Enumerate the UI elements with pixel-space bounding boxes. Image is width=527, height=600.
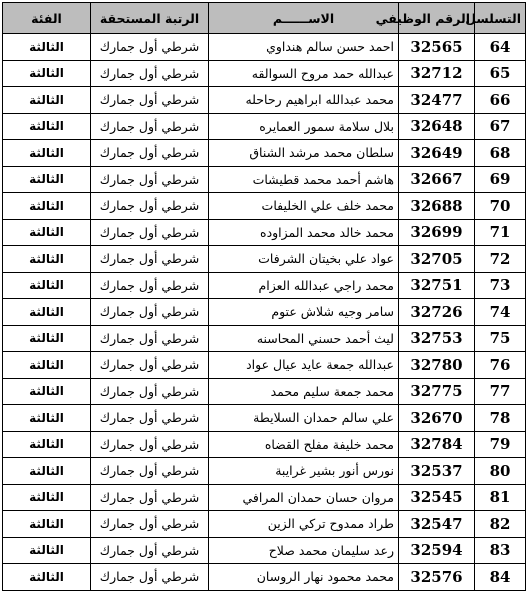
cell-rank: شرطي أول جمارك xyxy=(91,113,209,140)
cell-number: 32784 xyxy=(399,431,475,458)
table-row xyxy=(3,458,526,485)
cell-rank: شرطي أول جمارك xyxy=(91,219,209,246)
cell-name: طراد ممدوح تركي الزين xyxy=(209,511,399,538)
table-row xyxy=(3,352,526,379)
cell-rank: شرطي أول جمارك xyxy=(91,299,209,326)
cell-category: الثالثة xyxy=(3,34,91,61)
table-row xyxy=(3,405,526,432)
table-body xyxy=(3,34,526,591)
cell-name: سامر وجيه شلاش عتوم xyxy=(209,299,399,326)
cell-name: مروان حسان حمدان المرافي xyxy=(209,484,399,511)
cell-seq: 81 xyxy=(475,484,526,511)
table-row xyxy=(3,325,526,352)
cell-rank: شرطي أول جمارك xyxy=(91,458,209,485)
table-row xyxy=(3,193,526,220)
cell-name: محمد راجي عبدالله العزام xyxy=(209,272,399,299)
table-header xyxy=(3,3,526,34)
cell-category: الثالثة xyxy=(3,325,91,352)
header-row xyxy=(3,3,526,34)
cell-category: الثالثة xyxy=(3,166,91,193)
header-rank: الرتبة المستحقة xyxy=(91,3,209,34)
cell-name: محمد جمعة سليم محمد xyxy=(209,378,399,405)
table-row xyxy=(3,60,526,87)
cell-seq: 64 xyxy=(475,34,526,61)
cell-seq: 79 xyxy=(475,431,526,458)
cell-category: الثالثة xyxy=(3,299,91,326)
cell-number: 32775 xyxy=(399,378,475,405)
cell-number: 32649 xyxy=(399,140,475,167)
table-row xyxy=(3,87,526,114)
cell-category: الثالثة xyxy=(3,537,91,564)
personnel-table xyxy=(2,2,526,591)
cell-category: الثالثة xyxy=(3,511,91,538)
cell-category: الثالثة xyxy=(3,405,91,432)
cell-seq: 78 xyxy=(475,405,526,432)
cell-category: الثالثة xyxy=(3,352,91,379)
cell-name: محمد خلف علي الخليفات xyxy=(209,193,399,220)
header-name: الاســــــم xyxy=(209,3,399,34)
table-row xyxy=(3,378,526,405)
cell-category: الثالثة xyxy=(3,378,91,405)
cell-rank: شرطي أول جمارك xyxy=(91,511,209,538)
cell-category: الثالثة xyxy=(3,60,91,87)
cell-number: 32537 xyxy=(399,458,475,485)
cell-seq: 67 xyxy=(475,113,526,140)
cell-seq: 80 xyxy=(475,458,526,485)
cell-category: الثالثة xyxy=(3,113,91,140)
header-number: الرقم الوظيفي xyxy=(399,3,475,34)
cell-rank: شرطي أول جمارك xyxy=(91,431,209,458)
table-row xyxy=(3,537,526,564)
table-row xyxy=(3,511,526,538)
cell-seq: 72 xyxy=(475,246,526,273)
table-row xyxy=(3,246,526,273)
cell-name: احمد حسن سالم هنداوي xyxy=(209,34,399,61)
cell-number: 32712 xyxy=(399,60,475,87)
cell-rank: شرطي أول جمارك xyxy=(91,246,209,273)
cell-category: الثالثة xyxy=(3,458,91,485)
cell-number: 32688 xyxy=(399,193,475,220)
cell-name: عبدالله حمد مروح السوالقه xyxy=(209,60,399,87)
cell-number: 32576 xyxy=(399,564,475,591)
cell-number: 32780 xyxy=(399,352,475,379)
cell-name: بلال سلامة سمور العمايره xyxy=(209,113,399,140)
cell-category: الثالثة xyxy=(3,219,91,246)
cell-name: سلطان محمد مرشد الشناق xyxy=(209,140,399,167)
cell-number: 32705 xyxy=(399,246,475,273)
table-row xyxy=(3,34,526,61)
cell-number: 32648 xyxy=(399,113,475,140)
cell-category: الثالثة xyxy=(3,564,91,591)
cell-number: 32565 xyxy=(399,34,475,61)
cell-rank: شرطي أول جمارك xyxy=(91,166,209,193)
cell-name: محمد محمود نهار الروسان xyxy=(209,564,399,591)
cell-rank: شرطي أول جمارك xyxy=(91,87,209,114)
table-row xyxy=(3,166,526,193)
cell-name: علي سالم حمدان السلايطة xyxy=(209,405,399,432)
cell-number: 32545 xyxy=(399,484,475,511)
cell-category: الثالثة xyxy=(3,87,91,114)
table-row xyxy=(3,431,526,458)
cell-rank: شرطي أول جمارك xyxy=(91,325,209,352)
table-row xyxy=(3,272,526,299)
header-category: الفئة xyxy=(3,3,91,34)
cell-name: هاشم أحمد محمد قطيشات xyxy=(209,166,399,193)
cell-seq: 84 xyxy=(475,564,526,591)
cell-name: محمد عبدالله ابراهيم رحاحله xyxy=(209,87,399,114)
cell-number: 32547 xyxy=(399,511,475,538)
cell-number: 32670 xyxy=(399,405,475,432)
cell-category: الثالثة xyxy=(3,193,91,220)
cell-category: الثالثة xyxy=(3,484,91,511)
cell-name: نورس أنور بشير غرايبة xyxy=(209,458,399,485)
cell-number: 32667 xyxy=(399,166,475,193)
cell-seq: 76 xyxy=(475,352,526,379)
header-seq: التسلسل xyxy=(475,3,526,34)
cell-seq: 74 xyxy=(475,299,526,326)
table-row xyxy=(3,484,526,511)
table-row xyxy=(3,564,526,591)
cell-number: 32751 xyxy=(399,272,475,299)
cell-category: الثالثة xyxy=(3,431,91,458)
cell-number: 32726 xyxy=(399,299,475,326)
cell-name: ليث أحمد حسني المحاسنه xyxy=(209,325,399,352)
cell-name: عواد علي بخيتان الشرفات xyxy=(209,246,399,273)
cell-seq: 71 xyxy=(475,219,526,246)
cell-rank: شرطي أول جمارك xyxy=(91,193,209,220)
cell-seq: 65 xyxy=(475,60,526,87)
cell-category: الثالثة xyxy=(3,246,91,273)
cell-rank: شرطي أول جمارك xyxy=(91,378,209,405)
table-row xyxy=(3,299,526,326)
cell-rank: شرطي أول جمارك xyxy=(91,537,209,564)
cell-name: عبدالله جمعة عايد عيال عواد xyxy=(209,352,399,379)
cell-rank: شرطي أول جمارك xyxy=(91,405,209,432)
cell-number: 32753 xyxy=(399,325,475,352)
cell-seq: 77 xyxy=(475,378,526,405)
table-row xyxy=(3,219,526,246)
cell-number: 32477 xyxy=(399,87,475,114)
cell-name: محمد خالد محمد المزاوده xyxy=(209,219,399,246)
cell-rank: شرطي أول جمارك xyxy=(91,564,209,591)
cell-number: 32594 xyxy=(399,537,475,564)
cell-rank: شرطي أول جمارك xyxy=(91,140,209,167)
cell-rank: شرطي أول جمارك xyxy=(91,34,209,61)
cell-seq: 68 xyxy=(475,140,526,167)
cell-seq: 83 xyxy=(475,537,526,564)
cell-rank: شرطي أول جمارك xyxy=(91,60,209,87)
table-row xyxy=(3,140,526,167)
cell-seq: 66 xyxy=(475,87,526,114)
cell-category: الثالثة xyxy=(3,272,91,299)
cell-seq: 69 xyxy=(475,166,526,193)
cell-rank: شرطي أول جمارك xyxy=(91,272,209,299)
cell-name: محمد خليفة مفلح القضاه xyxy=(209,431,399,458)
table-row xyxy=(3,113,526,140)
cell-rank: شرطي أول جمارك xyxy=(91,484,209,511)
cell-number: 32699 xyxy=(399,219,475,246)
cell-seq: 70 xyxy=(475,193,526,220)
cell-category: الثالثة xyxy=(3,140,91,167)
cell-seq: 82 xyxy=(475,511,526,538)
cell-rank: شرطي أول جمارك xyxy=(91,352,209,379)
cell-seq: 75 xyxy=(475,325,526,352)
cell-name: رعد سليمان محمد صلاح xyxy=(209,537,399,564)
cell-seq: 73 xyxy=(475,272,526,299)
